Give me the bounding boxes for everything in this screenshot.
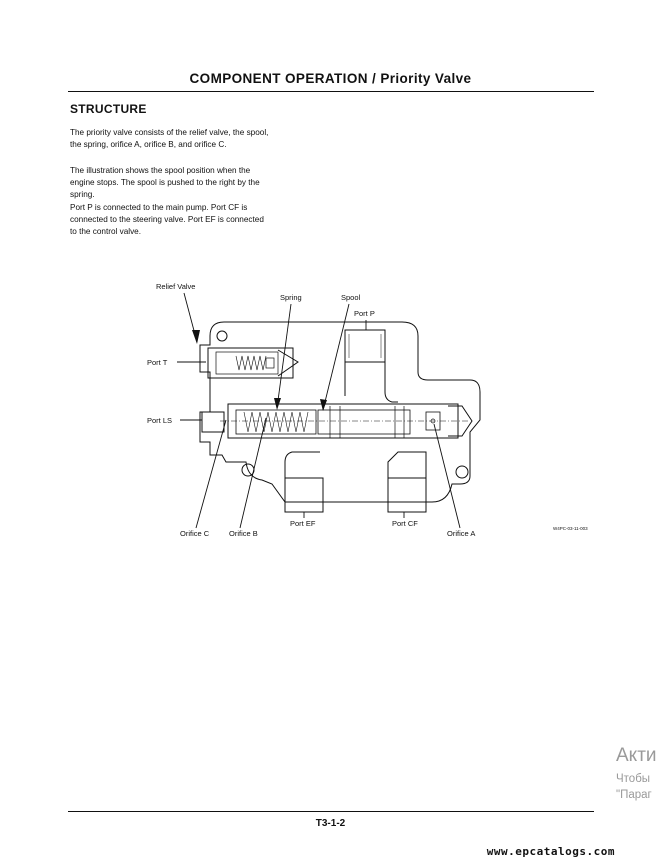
label-port-cf: Port CF [392,519,418,528]
mount-hole-top-left [217,331,227,341]
label-spool: Spool [341,293,361,302]
label-port-t: Port T [147,358,168,367]
spool [318,410,410,434]
footer-rule [68,811,594,812]
relief-valve-poppet [266,358,274,368]
activation-line-3: "Параг [616,789,652,801]
port-cf-bore [388,478,426,512]
page-header-title: COMPONENT OPERATION / Priority Valve [189,71,472,86]
paragraph-line: Port P is connected to the main pump. Port CF is [70,202,248,212]
label-orifice-c: Orifice C [180,529,210,538]
relief-valve-spring [236,356,266,370]
relief-valve-housing [208,348,293,378]
activation-line-2: Чтобы [616,773,651,785]
figure-code: W4PC-03-11-003 [553,526,588,531]
spring-chamber [236,410,316,434]
leader-orifice-b [240,418,266,528]
port-ls-plug [202,412,224,432]
activation-line-1: Акти [616,745,657,766]
port-p-channel [345,362,398,402]
spool-spring [244,412,308,432]
paragraph-line: The illustration shows the spool position when the [70,166,251,175]
label-relief-valve: Relief Valve [156,282,196,291]
section-heading: STRUCTURE [70,102,147,116]
port-p-bore [345,330,385,362]
activation-watermark [616,745,657,801]
port-cf-channel [388,452,426,478]
leader-orifice-a [434,424,460,528]
leader-relief-arrowhead [192,330,200,344]
paragraph-line: engine stops. The spool is pushed to the right by the [70,178,260,188]
label-orifice-b: Orifice B [229,529,258,538]
label-port-ls: Port LS [147,416,173,425]
port-ef-channel [285,452,320,478]
label-spring: Spring [280,293,302,302]
paragraph-line: to the control valve. [70,227,141,237]
relief-valve-cone [278,350,298,376]
site-url[interactable]: www.epcatalogs.com [486,845,615,858]
leader-spool-arrowhead [320,399,327,411]
label-orifice-a: Orifice A [447,529,476,538]
relief-valve-inner [216,352,278,374]
spool-lands [330,406,404,438]
paragraph-line: spring. [70,190,95,200]
page-number: T3-1-2 [315,818,346,829]
paragraph-line: The priority valve consists of the relief valve, the spool, [70,128,269,137]
paragraph-line: the spring, orifice A, orifice B, and orifice C. [70,140,227,150]
port-p-threads [349,334,381,358]
port-ef-bore [285,478,323,512]
label-port-ef: Port EF [290,519,316,528]
paragraph-line: connected to the steering valve. Port EF is connected [70,214,264,224]
label-port-p: Port P [354,309,375,318]
mount-hole-right [456,466,468,478]
